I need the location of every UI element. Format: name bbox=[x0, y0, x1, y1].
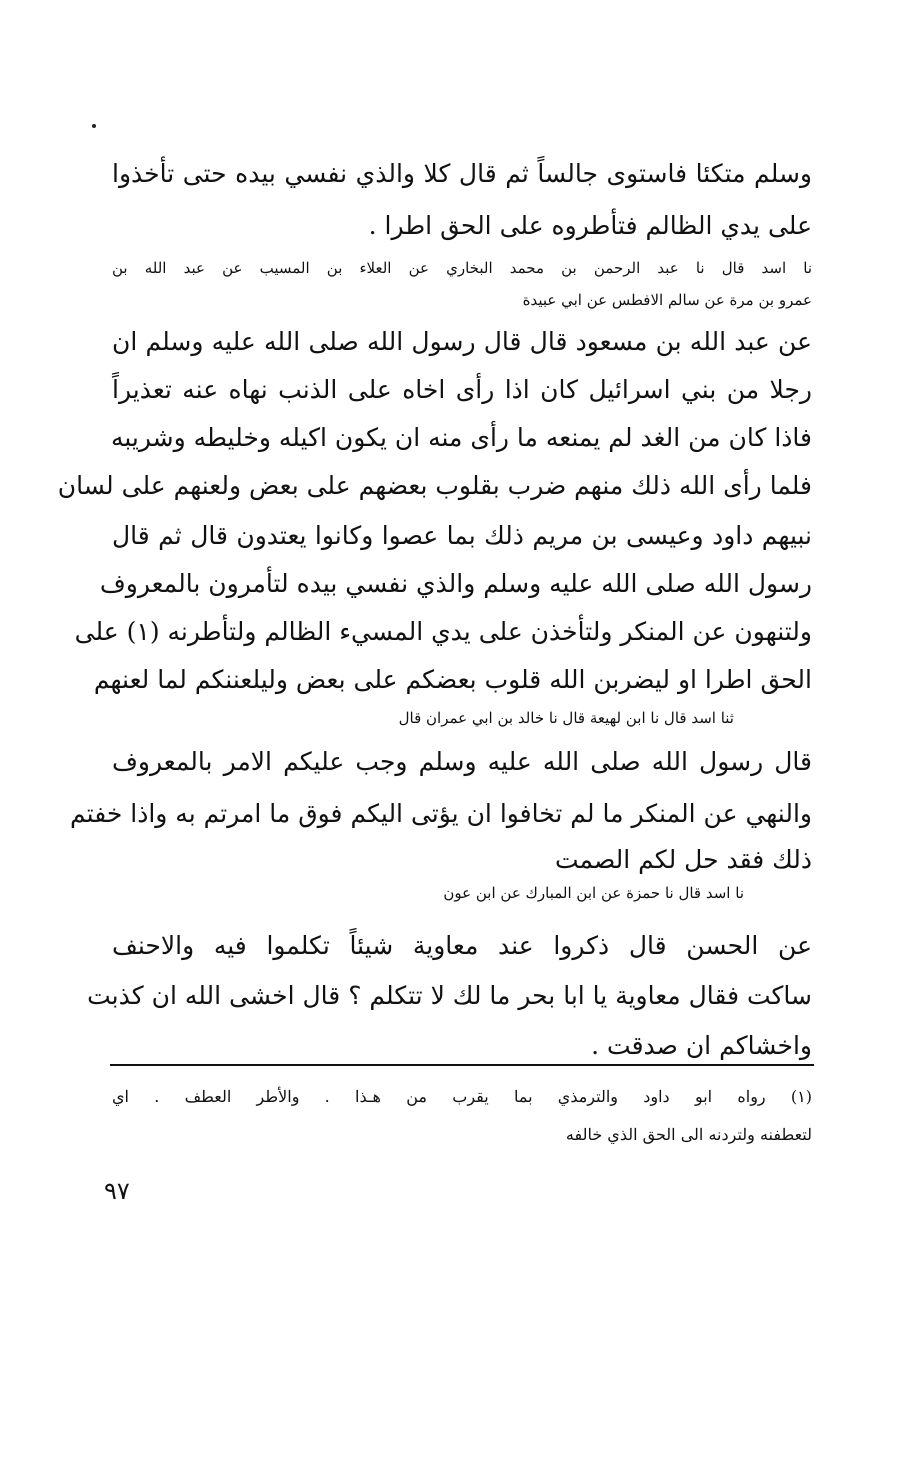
text-line: ولتنهون عن المنكر ولتأخذن على يدي المسيء الظالم ولتأطرنه (١) على bbox=[74, 617, 812, 646]
text-line: وسلم متكئا فاستوى جالساً ثم قال كلا والذي نفسي بيده حتى تأخذوا bbox=[112, 159, 812, 188]
footnote-divider bbox=[110, 1064, 814, 1066]
text-line: رسول الله صلى الله عليه وسلم والذي نفسي بيده لتأمرون بالمعروف bbox=[99, 569, 812, 598]
text-line: والنهي عن المنكر ما لم تخافوا ان يؤتى اليكم فوق ما امرتم به واذا خفتم bbox=[70, 799, 812, 828]
footnote-line: لتعطفنه ولتردنه الى الحق الذي خالفه bbox=[565, 1125, 812, 1144]
text-line: فاذا كان من الغد لم يمنعه ما رأى منه ان يكون اكيله وخليطه وشريبه bbox=[110, 423, 812, 452]
text-line: الحق اطرا او ليضربن الله قلوب بعضكم على بعض وليلعننكم لما لعنهم bbox=[93, 665, 812, 694]
footnote-line: (١) رواه ابو داود والترمذي بما يقرب من هـذا . والأطر العطف . اي bbox=[112, 1087, 812, 1106]
text-line: واخشاكم ان صدقت . bbox=[591, 1031, 812, 1060]
page-number: ٩٧ bbox=[104, 1177, 130, 1205]
isnad-line: نا اسد قال نا عبد الرحمن بن محمد البخاري عن العلاء بن المسيب عن عبد الله بن bbox=[112, 259, 812, 277]
isnad-line: ثنا اسد قال نا ابن لهيعة قال نا خالد بن ابي عمران قال bbox=[398, 709, 734, 727]
isnad-line: عمرو بن مرة عن سالم الافطس عن ابي عبيدة bbox=[522, 291, 812, 309]
text-line: فلما رأى الله ذلك منهم ضرب بقلوب بعضهم على بعض ولعنهم على لسان bbox=[57, 471, 812, 500]
text-line: قال رسول الله صلى الله عليه وسلم وجب عليكم الامر بالمعروف bbox=[112, 747, 812, 776]
text-line: عن عبد الله بن مسعود قال قال رسول الله صلى الله عليه وسلم ان bbox=[112, 327, 812, 356]
text-line: عن الحسن قال ذكروا عند معاوية شيئاً تكلموا فيه والاحنف bbox=[112, 931, 812, 960]
text-line: ذلك فقد حل لكم الصمت bbox=[554, 845, 812, 874]
text-line: على يدي الظالم فتأطروه على الحق اطرا . bbox=[368, 211, 812, 240]
text-line: رجلا من بني اسرائيل كان اذا رأى اخاه على الذنب نهاه عنه تعذيراً bbox=[112, 375, 812, 404]
text-line: نبيهم داود وعيسى بن مريم ذلك بما عصوا وكانوا يعتدون قال ثم قال bbox=[112, 521, 812, 550]
isnad-line: نا اسد قال نا حمزة عن ابن المبارك عن ابن عون bbox=[443, 884, 744, 902]
speck-mark bbox=[92, 124, 96, 128]
text-line: ساكت فقال معاوية يا ابا بحر ما لك لا تتكلم ؟ قال اخشى الله ان كذبت bbox=[87, 981, 812, 1010]
